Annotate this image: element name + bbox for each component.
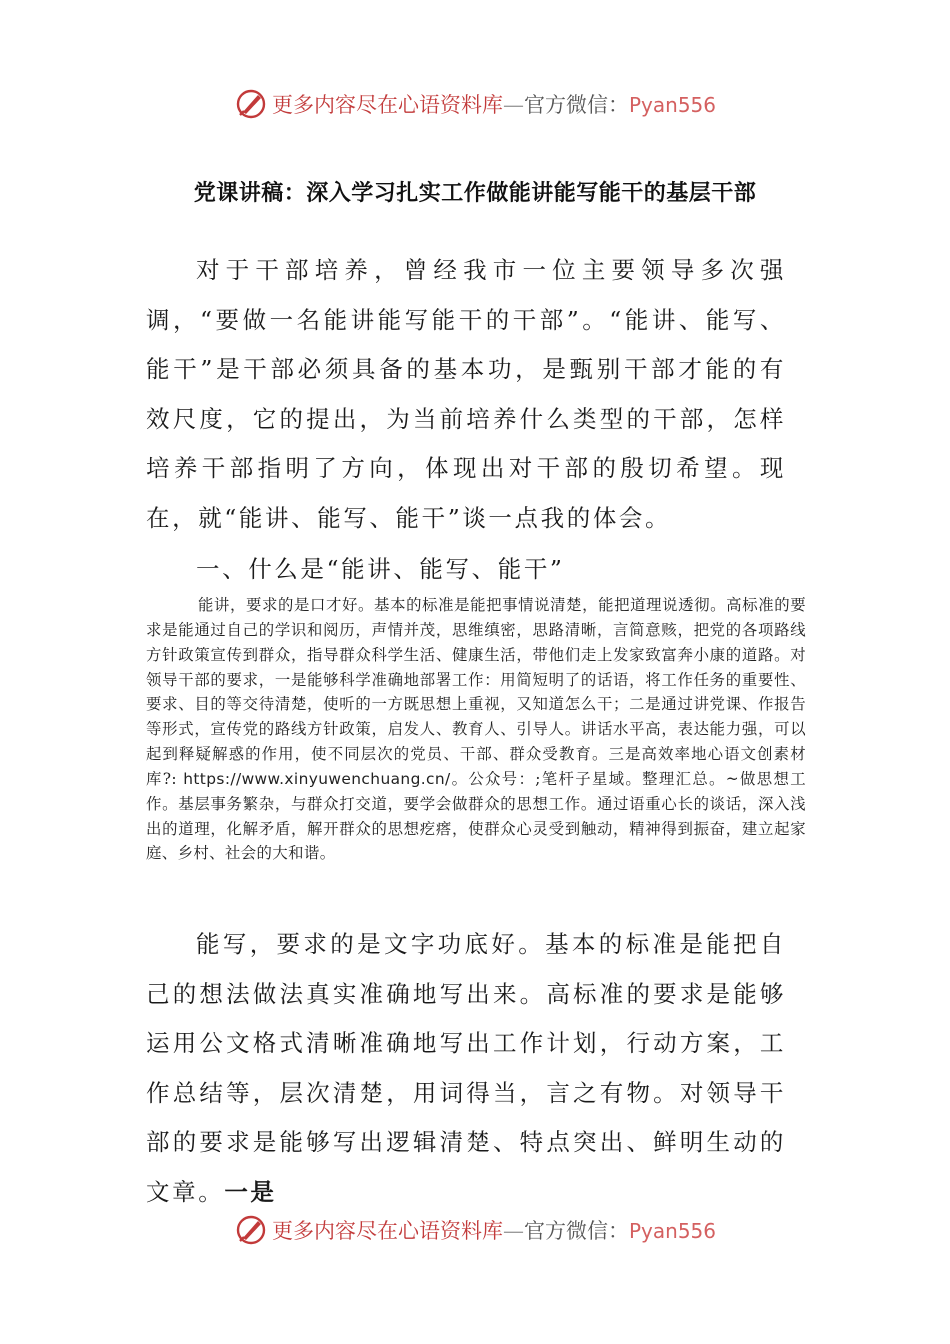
paragraph-speaking-url: https://www.xinyuwenchuang.cn/ <box>183 769 451 788</box>
paragraph-writing-bold: 一是 <box>224 1177 277 1206</box>
paragraph-writing <box>146 920 786 1218</box>
watermark-wechat-label: 官方微信： <box>523 93 629 117</box>
paragraph-speaking <box>146 593 806 866</box>
quill-logo-icon <box>234 87 268 121</box>
watermark-wechat-id: Pyan556 <box>628 93 716 117</box>
watermark-wechat-label: 官方微信： <box>523 1219 629 1243</box>
quill-logo-icon <box>234 1213 268 1247</box>
watermark-banner-bottom <box>0 1208 950 1252</box>
watermark-separator: — <box>502 1219 524 1243</box>
paragraph-speaking-text-a: 能讲，要求的是口才好。基本的标准是能把事情说清楚，能把道理说透彻。高标准的要求是能通过自己的学识和阅历，声情并茂，思维缜密，思路清晰，言简意赅，把党的各项路线方针政策宣传到群众，指导群众科学生活、健康生活，带他们走上发家致富奔小康的道路。对领导干部的要求，一是能够科学准确地部署工作：用简短明了的话语，将工作任务的重要性、要求、目的等交待清楚，使听的一方既思想上重视，又知道怎么干；二是通过讲党课、作报告等形式，宣传党的路线方针政策，启发人、教育人、引导人。讲话水平高，表达能力强，可以起到释疑解惑的作用，使不同层次的党员、干部、群众受教育。三是高效率地心语文创素材库?: <box>146 596 806 788</box>
watermark-banner-top <box>0 82 950 126</box>
watermark-separator: — <box>502 93 524 117</box>
watermark-text: 更多内容尽在心语资料库 <box>271 1219 503 1243</box>
paragraph-intro: 对于干部培养，曾经我市一位主要领导多次强调，“要做一名能讲能写能干的干部”。“能讲、能写、能干”是干部必须具备的基本功，是甄别干部才能的有效尺度，它的提出，为当前培养什么类型的干部，怎样培养干部指明了方向，体现出对干部的殷切希望。现在，就“能讲、能写、能干”谈一点我的体会。 <box>146 256 786 532</box>
watermark-wechat-id: Pyan556 <box>628 1219 716 1243</box>
document-title: 党课讲稿：深入学习扎实工作做能讲能写能干的基层干部 <box>193 180 757 206</box>
paragraph-speaking-text-b: 。公众号：;笔杆子星域。整理汇总。~做思想工作。基层事务繁杂，与群众打交道，要学会做群众的思想工作。通过语重心长的谈话，深入浅出的道理，化解矛盾，解开群众的思想疙瘩，使群众心灵受到触动，精神得到振奋，建立起家庭、乡村、社会的大和谐。 <box>146 769 806 863</box>
section-heading-1: 一、什么是“能讲、能写、能干” <box>196 555 565 583</box>
paragraph-writing-text: 能写，要求的是文字功底好。基本的标准是能把自己的想法做法真实准确地写出来。高标准的要求是能够运用公文格式清晰准确地写出工作计划，行动方案，工作总结等，层次清楚，用词得当，言之有物。对领导干部的要求是能够写出逻辑清楚、特点突出、鲜明生动的文章。 <box>146 930 786 1206</box>
watermark-text: 更多内容尽在心语资料库 <box>271 93 503 117</box>
